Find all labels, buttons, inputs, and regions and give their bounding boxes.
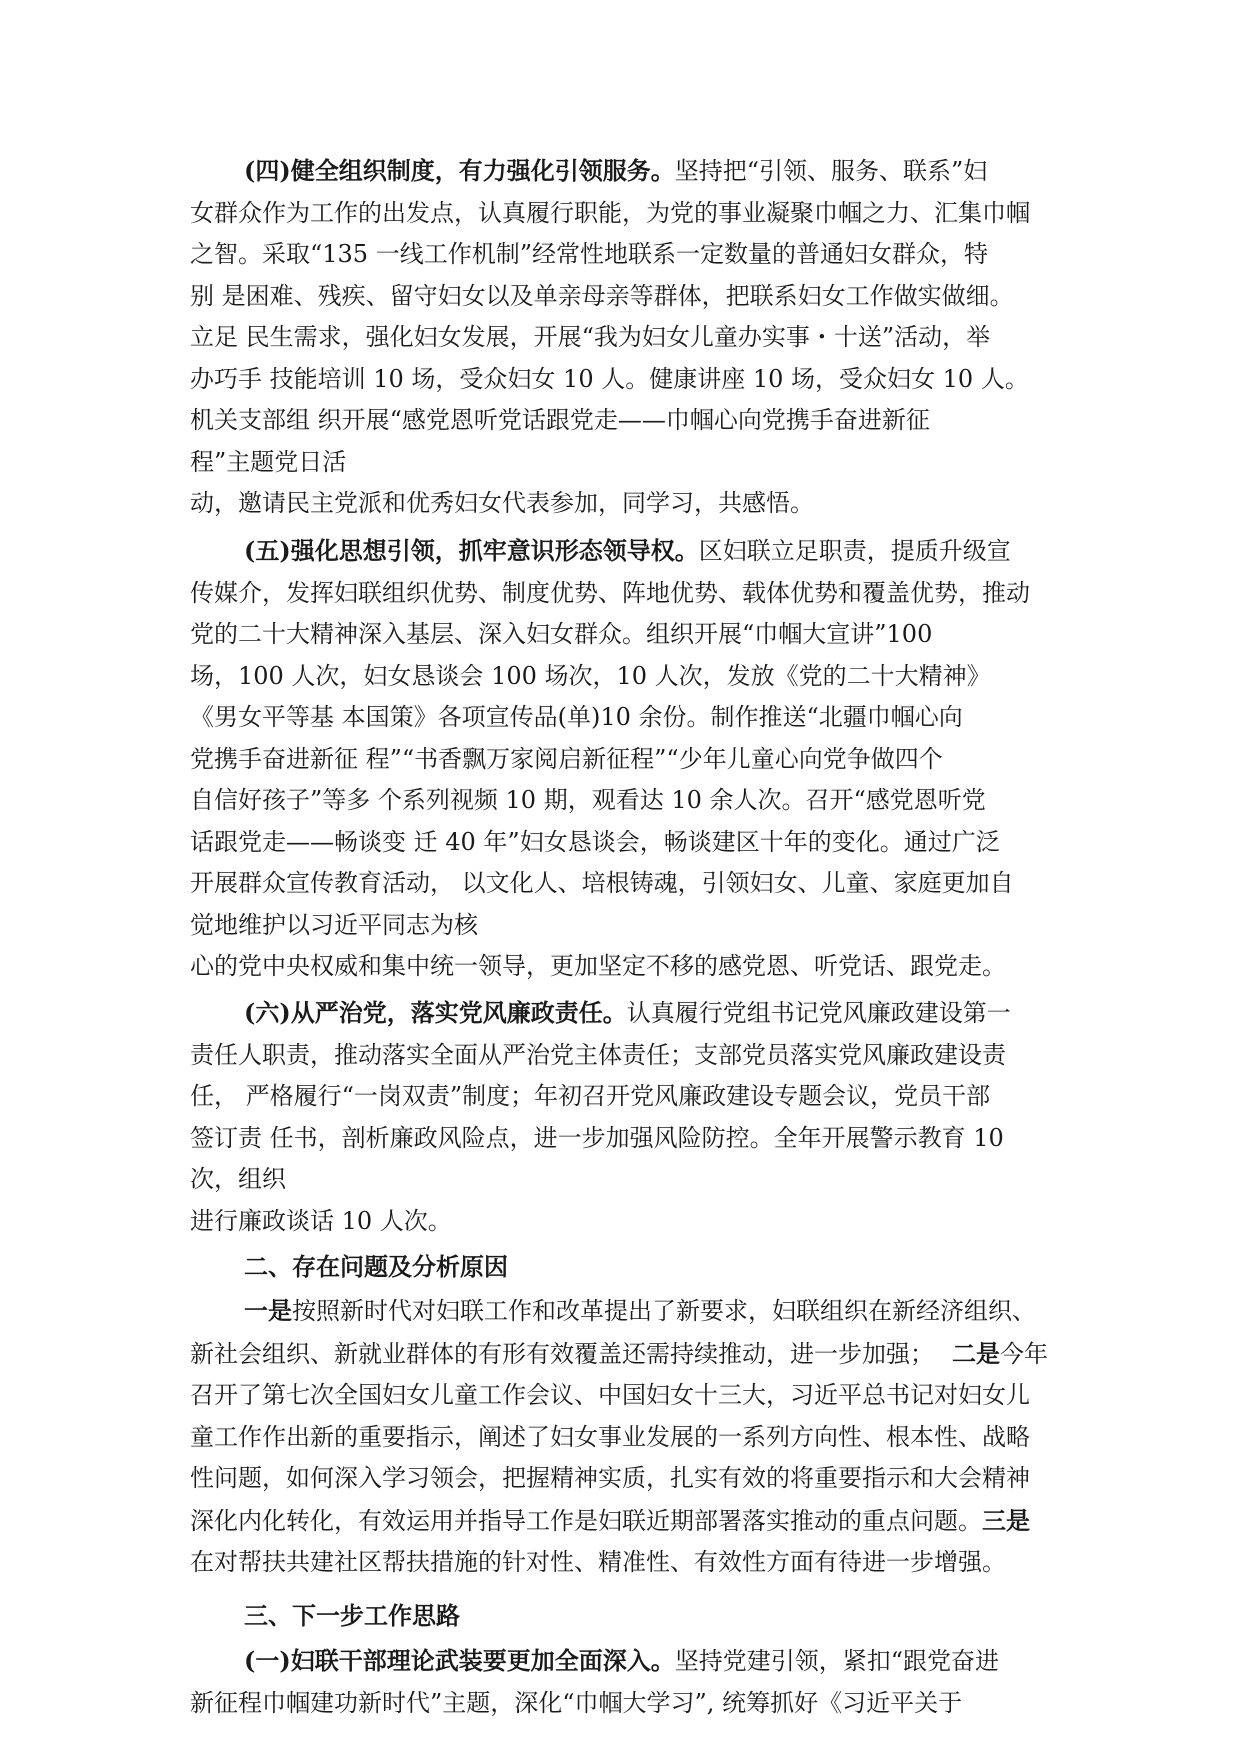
text-line: 责任人职责，推动落实全面从严治党主体责任；支部党员落实党风廉政建设责 [190,1040,1006,1069]
text-line [190,1640,1060,1683]
text-line: 性问题，如何深入学习领会，把握精神实质，扎实有效的将重要指示和大会精神 [190,1464,1030,1492]
part-3-paragraph [190,1640,1060,1724]
text-line: 在对帮扶共建社区帮扶措施的针对性、精准性、有效性方面有待进一步增强。 [190,1548,1006,1576]
point-marker: 一是 [244,1296,292,1325]
text-run: 坚持把“引领、服务、联系”妇 [674,157,988,185]
text-run: 坚持党建引领，紧扣“跟党奋进 [674,1647,999,1675]
text-run: 深化内化转化，有效运用并指导工作是妇联近期部署落实推动的重点问题。 [190,1506,982,1535]
section-heading: (六)从严治党，落实党风廉政责任。 [244,998,627,1027]
text-line: 党携手奋进新征 程”“书香飘万家阅启新征程”“少年儿童心向党争做四个 [190,744,943,773]
text-line: 召开了第七次全国妇女儿童工作会议、中国妇女十三大，习近平总书记对妇女儿 [190,1381,1030,1409]
text-line: 立足 民生需求，强化妇女发展，开展“我为妇女儿童办实事・十送”活动，举 [190,323,991,351]
text-line: 动，邀请民主党派和优秀妇女代表参加，同学习，共感悟。 [190,489,814,517]
section-5-paragraph [190,530,1060,988]
point-marker: 三是 [982,1505,1030,1535]
text-run: 今年 [1000,1339,1048,1368]
text-line: 话跟党走——畅谈变 迁 40 年”妇女恳谈会，畅谈建区十年的变化。通过广泛 [190,827,1000,856]
text-run: 认真履行党组书记党风廉政建设第一 [626,999,1011,1027]
text-line: 童工作作出新的重要指示，阐述了妇女事业发展的一系列方向性、根本性、战略 [190,1422,1030,1451]
text-line: 办巧手 技能培训 10 场，受众妇女 10 人。健康讲座 10 场，受众妇女 10 人。 [190,364,1029,393]
section-6-paragraph [190,992,1060,1242]
text-line: 党的二十大精神深入基层、深入妇女群众。组织开展“巾帼大宣讲”100 [190,620,933,648]
text-line: 觉地维护以习近平同志为核 [190,910,478,939]
part-2-title: 二、存在问题及分析原因 [244,1252,508,1281]
text-line [190,530,1060,573]
text-line [190,1500,1060,1543]
text-line: 进行廉政谈话 10 人次。 [190,1206,452,1235]
text-line: 传媒介，发挥妇联组织优势、制度优势、阵地优势、载体优势和覆盖优势，推动 [190,578,1030,607]
part-2-paragraph [190,1290,1060,1584]
text-line [190,150,1060,193]
text-line: 场，100 人次，妇女恳谈会 100 场次，10 人次，发放《党的二十大精神》 [190,661,991,690]
section-heading: (五)强化思想引领，抓牢意识形态领导权。 [244,536,699,565]
text-line: 自信好孩子”等多 个系列视频 10 期，观看达 10 余人次。召开“感党恩听党 [190,786,986,814]
text-line: 别 是困难、残疾、留守妇女以及单亲母亲等群体，把联系妇女工作做实做细。 [190,281,1014,310]
text-line: 女群众作为工作的出发点，认真履行职能，为党的事业凝聚巾帼之力、汇集巾帼 [190,198,1030,227]
section-4-paragraph [190,150,1060,525]
text-line: 新征程巾帼建功新时代”主题，深化“巾帼大学习”, 统筹抓好《习近平关于 [190,1688,963,1717]
text-line: 次，组织 [190,1165,286,1193]
text-line: 程”主题党日活 [190,447,347,476]
section-heading: (一)妇联干部理论武装要更加全面深入。 [244,1646,675,1675]
text-line [190,1290,1060,1333]
part-3-title: 三、下一步工作思路 [244,1601,460,1630]
section-heading: (四)健全组织制度，有力强化引领服务。 [244,156,675,185]
text-run: 新社会组织、新就业群体的有形有效覆盖还需持续推动，进一步加强； [190,1339,934,1368]
point-marker: 二是 [952,1338,1000,1368]
text-line: 机关支部组 织开展“感党恩听党话跟党走——巾帼心向党携手奋进新征 [190,406,930,434]
text-run: 按照新时代对妇联工作和改革提出了新要求，妇联组织在新经济组织、 [292,1297,1036,1325]
text-line [190,1333,1060,1376]
text-line: 签订责 任书，剖析廉政风险点，进一步加强风险防控。全年开展警示教育 10 [190,1123,1004,1152]
text-line: 开展群众宣传教育活动， 以文化人、培根铸魂，引领妇女、儿童、家庭更加自 [190,869,1014,897]
text-run: 区妇联立足职责，提质升级宣 [698,537,1011,565]
text-line: 之智。采取“135 一线工作机制”经常性地联系一定数量的普通妇女群众，特 [190,240,988,268]
text-line: 《男女平等基 本国策》各项宣传品(单)10 余份。制作推送“北疆巾帼心向 [190,703,963,731]
text-line: 心的党中央权威和集中统一领导，更加坚定不移的感党恩、听党话、跟党走。 [190,952,1006,980]
text-line [190,992,1060,1035]
text-line: 任， 严格履行“一岗双责”制度；年初召开党风廉政建设专题会议，党员干部 [190,1082,991,1110]
